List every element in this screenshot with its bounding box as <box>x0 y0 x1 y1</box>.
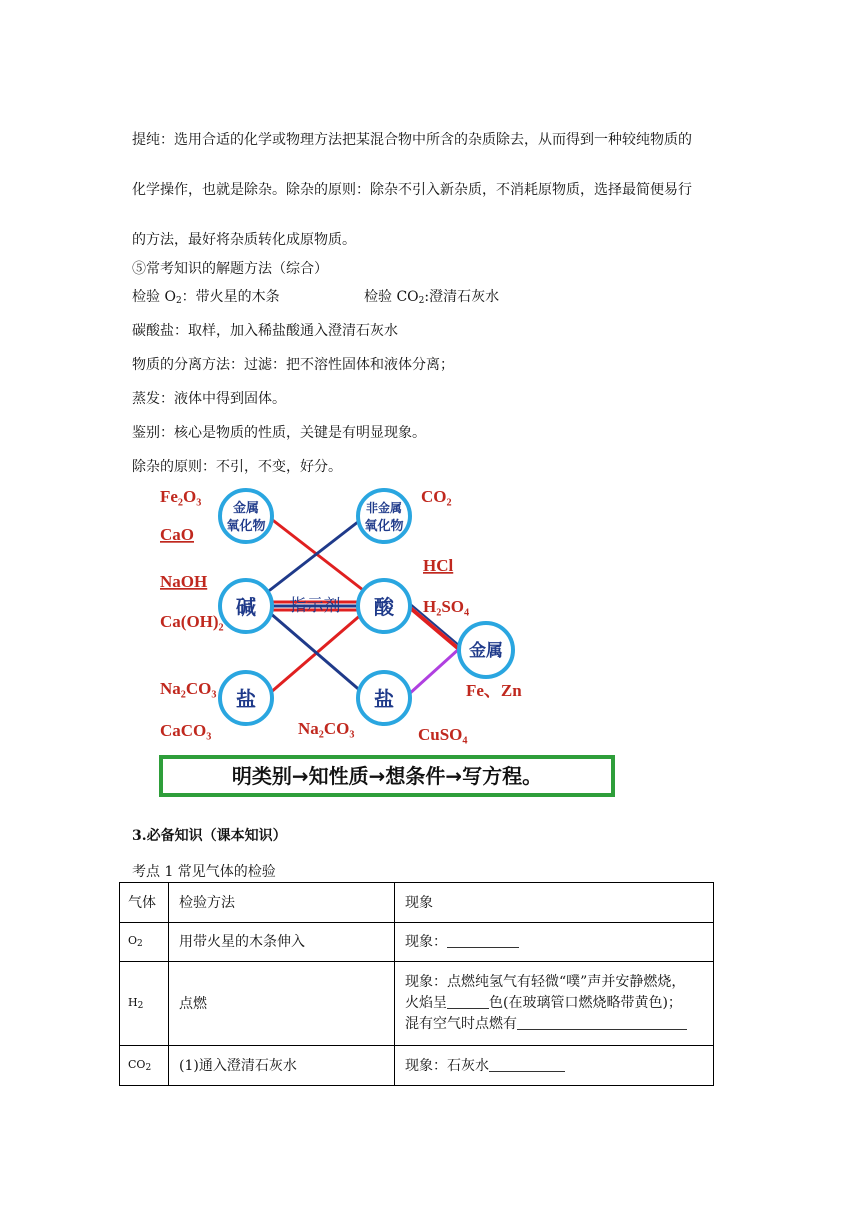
cell-gas: $O_2$ <box>120 923 169 962</box>
node-salt-left-label: 盐 <box>236 687 256 711</box>
cell-method: (1)通入澄清石灰水 <box>169 1046 395 1086</box>
cell-phenomenon <box>395 962 714 1046</box>
node-base-label: 碱 <box>236 595 256 619</box>
impurity-line: 除杂的原则：不引，不变，好分。 <box>132 459 342 475</box>
table-header-row <box>120 883 714 923</box>
table-row <box>120 962 714 1046</box>
purify-line-3: 的方法，最好将杂质转化成原物质。 <box>132 232 356 248</box>
node-metal-oxide-label-1: 金属 <box>232 501 260 516</box>
co2-test-prefix: 检验 CO <box>364 289 419 305</box>
cell-method: 用带火星的木条伸入 <box>169 923 395 962</box>
header-method: 检验方法 <box>169 883 395 923</box>
node-nonmetal-oxide <box>358 490 410 542</box>
label-cao: CaO <box>160 525 194 544</box>
node-nonmetal-oxide-label-2: 氧化物 <box>364 519 404 534</box>
cell-gas: $CO_2$ <box>120 1046 169 1086</box>
label-na2co3-mid: Na₂CO₃ <box>298 719 355 738</box>
label-cuso4: CuSO₄ <box>418 725 468 744</box>
phenomenon-line: 现象：点燃纯氢气有轻微“噗”声并安静燃烧， <box>405 974 686 990</box>
subscript: 2 <box>418 296 425 306</box>
node-metal-oxide <box>220 490 272 542</box>
phenomenon-line: 火焰呈 色(在玻璃管口燃烧略带黄色)； <box>405 995 682 1011</box>
purify-line-1: 提纯：选用合适的化学或物理方法把某混合物中所含的杂质除去，从而得到一种较纯物质的 <box>132 132 692 148</box>
node-nonmetal-oxide-label-1: 非金属 <box>365 501 403 515</box>
answer-blank[interactable] <box>447 933 519 948</box>
cell-phenomenon: 现象： <box>395 923 714 962</box>
label-caco3: CaCO₃ <box>160 721 212 740</box>
evaporation-line: 蒸发：液体中得到固体。 <box>132 391 286 407</box>
node-metal-label: 金属 <box>469 641 503 661</box>
label-naoh: NaOH <box>160 572 208 591</box>
cell-method: 点燃 <box>169 962 395 1046</box>
acid-base-salt-diagram <box>158 478 616 800</box>
node-metal-oxide-label-2: 氧化物 <box>226 519 266 534</box>
o2-test-line <box>132 287 280 311</box>
label-hcl: HCl <box>423 556 454 575</box>
label-co2: CO₂ <box>421 487 452 506</box>
label-na2co3-left: Na₂CO₃ <box>160 679 217 698</box>
carbonate-line: 碳酸盐：取样，加入稀盐酸通入澄清石灰水 <box>132 323 398 339</box>
process-text: 明类别→知性质→想条件→写方程。 <box>231 764 543 788</box>
cell-phenomenon: 现象：石灰水 <box>395 1046 714 1086</box>
section-title: ⑤常考知识的解题方法（综合） <box>132 261 328 277</box>
label-fe2o3: Fe₂O₃ <box>160 487 202 506</box>
co2-test-method: :澄清石灰水 <box>424 289 500 305</box>
subscript: 2 <box>175 296 182 306</box>
header-phenomenon: 现象 <box>395 883 714 923</box>
header-gas: 气体 <box>120 883 169 923</box>
table-row <box>120 1046 714 1086</box>
table-caption: 考点 1 常见气体的检验 <box>132 864 276 880</box>
label-h2so4: H₂SO₄ <box>423 597 470 616</box>
label-caoh2: Ca(OH)₂ <box>160 612 224 631</box>
o2-test-method: ：带火星的木条 <box>181 289 280 305</box>
indicator-label: 指示剂 <box>289 596 341 616</box>
node-acid-label: 酸 <box>374 595 394 619</box>
o2-test-prefix: 检验 O <box>132 289 176 305</box>
cell-gas: $H_2$ <box>120 962 169 1046</box>
separation-line: 物质的分离方法：过滤：把不溶性固体和液体分离； <box>132 357 454 373</box>
co2-test-line <box>364 287 499 311</box>
answer-blank[interactable] <box>447 994 489 1009</box>
table-row <box>120 923 714 962</box>
label-fe-zn: Fe、Zn <box>466 681 522 700</box>
gas-test-table <box>119 882 714 1086</box>
node-salt-right-label: 盐 <box>374 687 394 711</box>
identify-line: 鉴别：核心是物质的性质，关键是有明显现象。 <box>132 425 426 441</box>
answer-blank[interactable] <box>489 1057 565 1072</box>
answer-blank[interactable] <box>517 1015 687 1030</box>
section3-title: 3.必备知识（课本知识） <box>132 828 287 844</box>
purify-line-2: 化学操作，也就是除杂。除杂的原则：除杂不引入新杂质，不消耗原物质，选择最简便易行 <box>132 182 692 198</box>
phenomenon-line: 混有空气时点燃有 <box>405 1014 703 1035</box>
